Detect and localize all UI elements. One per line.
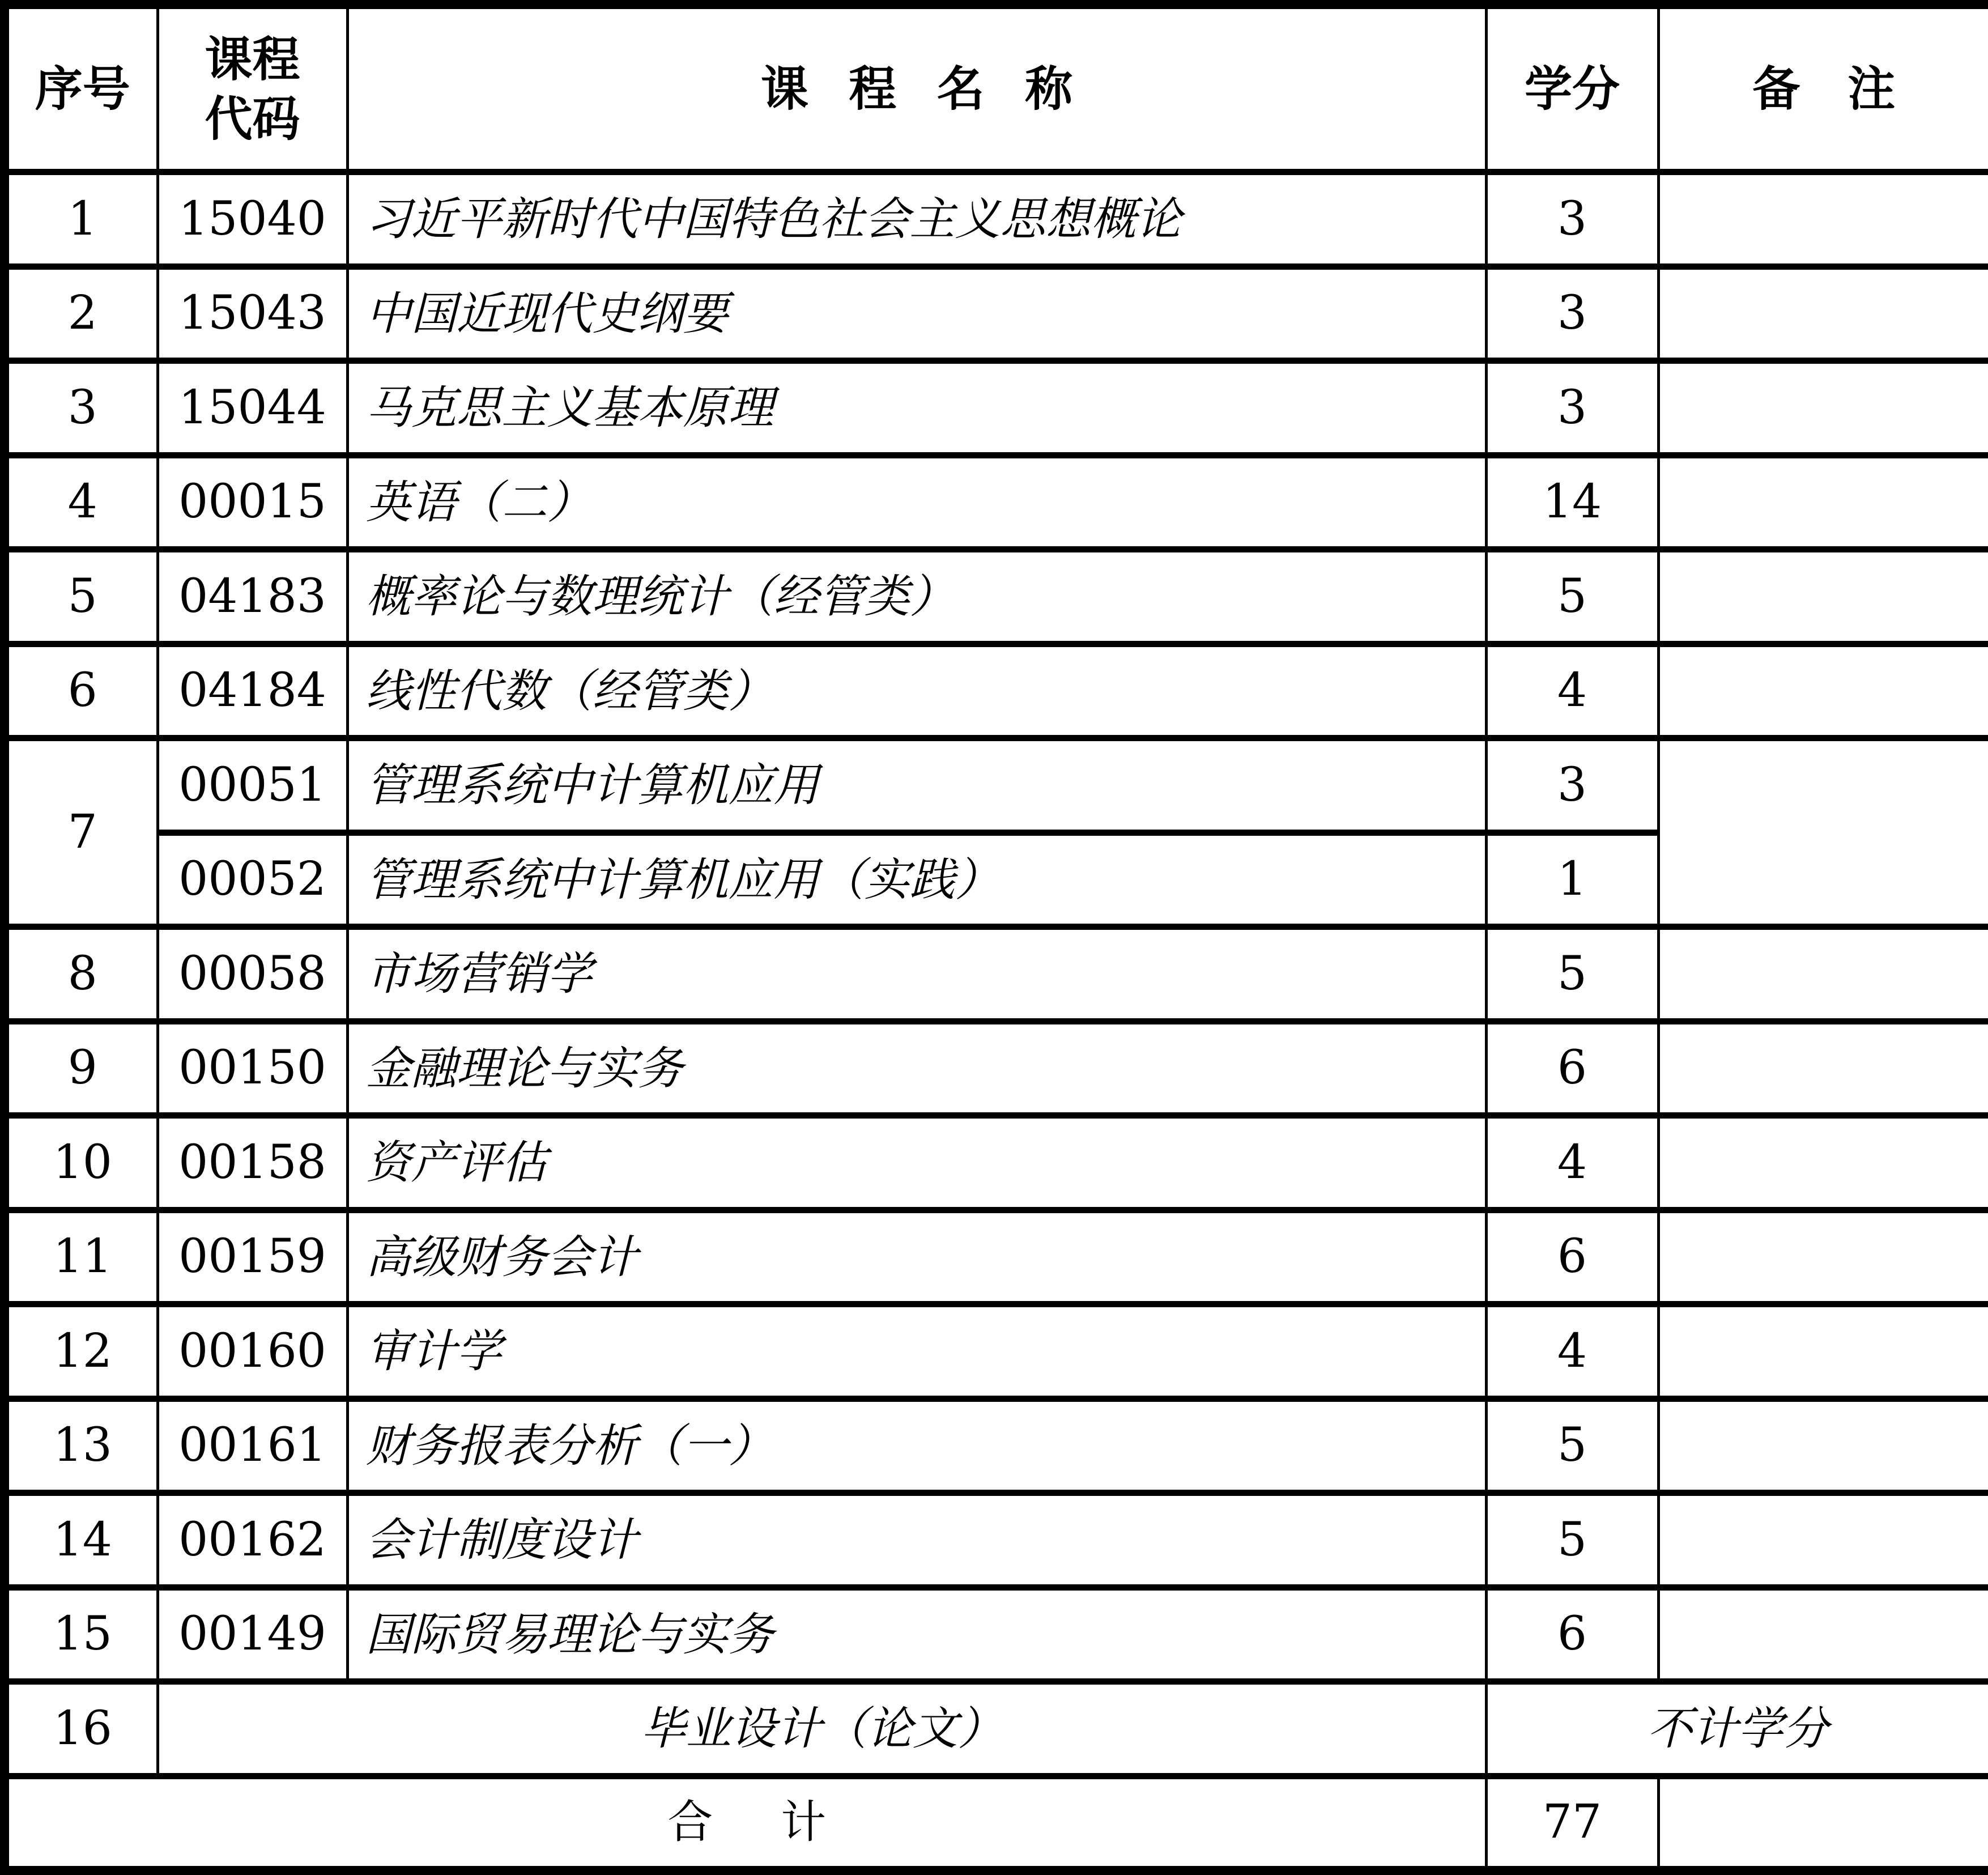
table-row	[5, 1493, 1988, 1588]
serial-cell: 16	[5, 1682, 157, 1776]
name-cell	[347, 1210, 1486, 1304]
serial-cell: 4	[5, 455, 157, 550]
header-course-code-label: 课程代码	[205, 31, 300, 147]
graduation-project-text: 毕业设计（论文）	[640, 1702, 1003, 1755]
notes-cell	[1658, 550, 1988, 644]
name-cell	[347, 1116, 1486, 1210]
credits-cell: 4	[1486, 1116, 1658, 1210]
course-name-text: 会计制度设计	[365, 1513, 638, 1567]
table-row	[5, 1587, 1988, 1682]
credits-cell: 1	[1486, 832, 1658, 927]
serial-cell-merged: 7	[5, 738, 157, 927]
credits-cell: 3	[1486, 172, 1658, 267]
course-name-text: 管理系统中计算机应用（实践）	[365, 853, 1001, 906]
header-course-code	[157, 5, 347, 172]
credits-cell: 6	[1486, 1587, 1658, 1682]
header-credits	[1486, 5, 1658, 172]
course-name-text: 管理系统中计算机应用	[365, 759, 819, 812]
serial-cell: 5	[5, 550, 157, 644]
no-credit-note-cell	[1486, 1682, 1988, 1776]
table-row	[5, 644, 1988, 738]
course-name-text: 资产评估	[365, 1136, 547, 1189]
table-row	[5, 1021, 1988, 1116]
course-name-text: 财务报表分析（一）	[365, 1419, 774, 1472]
notes-cell	[1658, 1304, 1988, 1399]
name-cell	[347, 1304, 1486, 1399]
credits-cell: 3	[1486, 266, 1658, 361]
code-cell: 04183	[157, 550, 347, 644]
code-cell: 00160	[157, 1304, 347, 1399]
notes-cell	[1658, 1021, 1988, 1116]
course-name-text: 英语（二）	[365, 475, 593, 529]
code-cell: 00150	[157, 1021, 347, 1116]
table-row-graduation	[5, 1682, 1988, 1776]
code-cell: 00015	[157, 455, 347, 550]
name-cell	[347, 644, 1486, 738]
notes-cell	[1658, 644, 1988, 738]
course-name-text: 中国近现代史纲要	[365, 287, 729, 340]
table-row	[5, 738, 1988, 833]
code-cell: 00052	[157, 832, 347, 927]
code-cell: 00149	[157, 1587, 347, 1682]
notes-cell-merged	[1658, 738, 1988, 927]
header-course-name	[347, 5, 1486, 172]
header-credits-label: 学分	[1524, 60, 1620, 117]
credits-cell: 14	[1486, 455, 1658, 550]
course-name-text: 国际贸易理论与实务	[365, 1608, 774, 1661]
serial-cell: 11	[5, 1210, 157, 1304]
table-row	[5, 172, 1988, 267]
table-row	[5, 1210, 1988, 1304]
no-credit-note-text: 不计学分	[1647, 1702, 1829, 1755]
code-cell: 15040	[157, 172, 347, 267]
credits-cell: 4	[1486, 1304, 1658, 1399]
name-cell	[347, 266, 1486, 361]
credits-cell: 5	[1486, 1493, 1658, 1588]
name-cell	[347, 1493, 1486, 1588]
credits-cell: 3	[1486, 361, 1658, 456]
course-name-text: 审计学	[365, 1325, 502, 1378]
code-cell: 00161	[157, 1398, 347, 1493]
notes-cell	[1658, 266, 1988, 361]
header-course-name-label: 课程名称	[760, 60, 1113, 117]
graduation-project-cell	[157, 1682, 1486, 1776]
course-name-text: 高级财务会计	[365, 1230, 638, 1283]
total-notes-cell	[1658, 1776, 1988, 1870]
serial-cell: 15	[5, 1587, 157, 1682]
course-name-text: 马克思主义基本原理	[365, 381, 774, 435]
name-cell	[347, 738, 1486, 833]
table-row	[5, 927, 1988, 1022]
table-row	[5, 455, 1988, 550]
credits-cell: 5	[1486, 1398, 1658, 1493]
serial-cell: 14	[5, 1493, 157, 1588]
name-cell	[347, 1587, 1486, 1682]
serial-cell: 9	[5, 1021, 157, 1116]
name-cell	[347, 455, 1486, 550]
code-cell: 15043	[157, 266, 347, 361]
course-name-text: 习近平新时代中国特色社会主义思想概论	[365, 193, 1182, 246]
credits-cell: 5	[1486, 550, 1658, 644]
notes-cell	[1658, 455, 1988, 550]
name-cell	[347, 172, 1486, 267]
notes-cell	[1658, 927, 1988, 1022]
notes-cell	[1658, 1587, 1988, 1682]
table-row	[5, 1304, 1988, 1399]
header-notes	[1658, 5, 1988, 172]
total-label-text: 合计	[667, 1796, 895, 1849]
name-cell	[347, 832, 1486, 927]
credits-cell: 6	[1486, 1210, 1658, 1304]
notes-cell	[1658, 361, 1988, 456]
table-header-row	[5, 5, 1988, 172]
course-name-text: 线性代数（经管类）	[365, 664, 774, 717]
code-cell: 00158	[157, 1116, 347, 1210]
serial-cell: 2	[5, 266, 157, 361]
code-cell: 00058	[157, 927, 347, 1022]
notes-cell	[1658, 172, 1988, 267]
table-row-total	[5, 1776, 1988, 1870]
code-cell: 15044	[157, 361, 347, 456]
credits-cell: 3	[1486, 738, 1658, 833]
serial-cell: 12	[5, 1304, 157, 1399]
name-cell	[347, 927, 1486, 1022]
credits-cell: 4	[1486, 644, 1658, 738]
table-row	[5, 266, 1988, 361]
credits-cell: 5	[1486, 927, 1658, 1022]
serial-cell: 13	[5, 1398, 157, 1493]
credits-cell: 6	[1486, 1021, 1658, 1116]
table-row	[5, 550, 1988, 644]
name-cell	[347, 1398, 1486, 1493]
table-row	[5, 361, 1988, 456]
notes-cell	[1658, 1210, 1988, 1304]
serial-cell: 3	[5, 361, 157, 456]
notes-cell	[1658, 1116, 1988, 1210]
header-notes-label: 备注	[1752, 60, 1943, 117]
name-cell	[347, 361, 1486, 456]
course-name-text: 金融理论与实务	[365, 1041, 683, 1095]
notes-cell	[1658, 1493, 1988, 1588]
serial-cell: 1	[5, 172, 157, 267]
header-serial-label: 序号	[35, 60, 130, 117]
notes-cell	[1658, 1398, 1988, 1493]
course-name-text: 市场营销学	[365, 947, 593, 1001]
table-row	[5, 1116, 1988, 1210]
table-row	[5, 1398, 1988, 1493]
serial-cell: 10	[5, 1116, 157, 1210]
code-cell: 00159	[157, 1210, 347, 1304]
header-serial	[5, 5, 157, 172]
serial-cell: 8	[5, 927, 157, 1022]
code-cell: 00162	[157, 1493, 347, 1588]
code-cell: 00051	[157, 738, 347, 833]
code-cell: 04184	[157, 644, 347, 738]
name-cell	[347, 1021, 1486, 1116]
total-label-cell	[5, 1776, 1486, 1870]
name-cell	[347, 550, 1486, 644]
course-name-text: 概率论与数理统计（经管类）	[365, 570, 955, 623]
serial-cell: 6	[5, 644, 157, 738]
total-credits-cell: 77	[1486, 1776, 1658, 1870]
